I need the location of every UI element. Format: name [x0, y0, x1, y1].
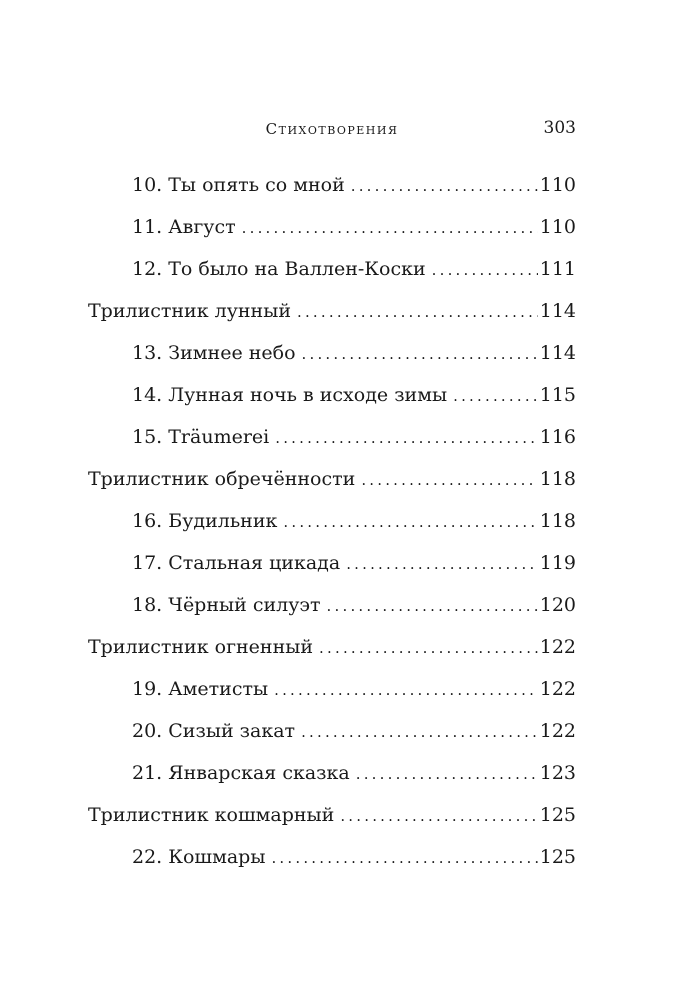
toc-entry	[88, 758, 576, 800]
dot-leader	[432, 255, 538, 285]
toc-entry-title: 19. Аметисты	[132, 678, 269, 700]
dot-leader	[319, 633, 538, 663]
toc-entry-page: 118	[539, 510, 576, 532]
toc-entry	[88, 716, 576, 758]
toc-entry-title: 18. Чёрный силуэт	[132, 594, 321, 616]
toc-entry-title: 10. Ты опять со мной	[132, 174, 345, 196]
dot-leader	[297, 297, 538, 327]
toc-entry-page: 111	[539, 258, 576, 280]
toc-entry	[88, 674, 576, 716]
toc-section-title: Трилистник обречённости	[88, 468, 356, 490]
toc-entry-title: 11. Август	[132, 216, 236, 238]
toc-entry-page: 122	[539, 720, 576, 742]
toc-entry	[88, 212, 576, 254]
dot-leader	[274, 675, 538, 705]
toc-section-entry	[88, 464, 576, 506]
dot-leader	[346, 549, 538, 579]
toc-entry	[88, 506, 576, 548]
toc-entry-title: 22. Кошмары	[132, 846, 266, 868]
toc-section-page: 118	[539, 468, 576, 490]
toc-entry-title: 20. Сизый закат	[132, 720, 296, 742]
toc-section-page: 125	[539, 804, 576, 826]
toc-entry	[88, 590, 576, 632]
table-of-contents	[88, 170, 576, 884]
toc-section-title: Трилистник кошмарный	[88, 804, 335, 826]
toc-entry-title: 13. Зимнее небо	[132, 342, 296, 364]
toc-entry-title: 12. То было на Валлен-Коски	[132, 258, 426, 280]
toc-entry-page: 125	[539, 846, 576, 868]
dot-leader	[356, 759, 538, 789]
toc-entry-title: 16. Будильник	[132, 510, 278, 532]
toc-entry-page: 114	[539, 342, 576, 364]
toc-section-entry	[88, 800, 576, 842]
toc-section-page: 122	[539, 636, 576, 658]
toc-entry-page: 116	[539, 426, 576, 448]
dot-leader	[242, 213, 538, 243]
toc-entry-title: 15. Träumerei	[132, 426, 270, 448]
toc-entry	[88, 380, 576, 422]
toc-entry-page: 110	[539, 174, 576, 196]
toc-entry-page: 123	[539, 762, 576, 784]
dot-leader	[351, 171, 538, 201]
toc-entry	[88, 338, 576, 380]
dot-leader	[361, 465, 537, 495]
dot-leader	[271, 843, 537, 873]
dot-leader	[302, 339, 538, 369]
dot-leader	[275, 423, 537, 453]
toc-entry	[88, 170, 576, 212]
dot-leader	[283, 507, 537, 537]
dot-leader	[453, 381, 538, 411]
toc-section-title: Трилистник лунный	[88, 300, 291, 322]
toc-section-entry	[88, 296, 576, 338]
dot-leader	[340, 801, 537, 831]
toc-entry	[88, 548, 576, 590]
toc-entry-page: 119	[539, 552, 576, 574]
toc-entry	[88, 422, 576, 464]
toc-entry-page: 115	[539, 384, 576, 406]
dot-leader	[327, 591, 538, 621]
running-title: Стихотворения	[265, 120, 399, 138]
toc-entry	[88, 254, 576, 296]
toc-entry-title: 14. Лунная ночь в исходе зимы	[132, 384, 448, 406]
dot-leader	[301, 717, 538, 747]
toc-entry-title: 21. Январская сказка	[132, 762, 350, 784]
toc-entry-page: 120	[539, 594, 576, 616]
running-head	[88, 118, 576, 142]
toc-entry	[88, 842, 576, 884]
toc-entry-page: 122	[539, 678, 576, 700]
toc-section-page: 114	[539, 300, 576, 322]
toc-section-title: Трилистник огненный	[88, 636, 314, 658]
page-number: 303	[543, 118, 576, 138]
toc-entry-title: 17. Стальная цикада	[132, 552, 341, 574]
toc-entry-page: 110	[539, 216, 576, 238]
toc-section-entry	[88, 632, 576, 674]
